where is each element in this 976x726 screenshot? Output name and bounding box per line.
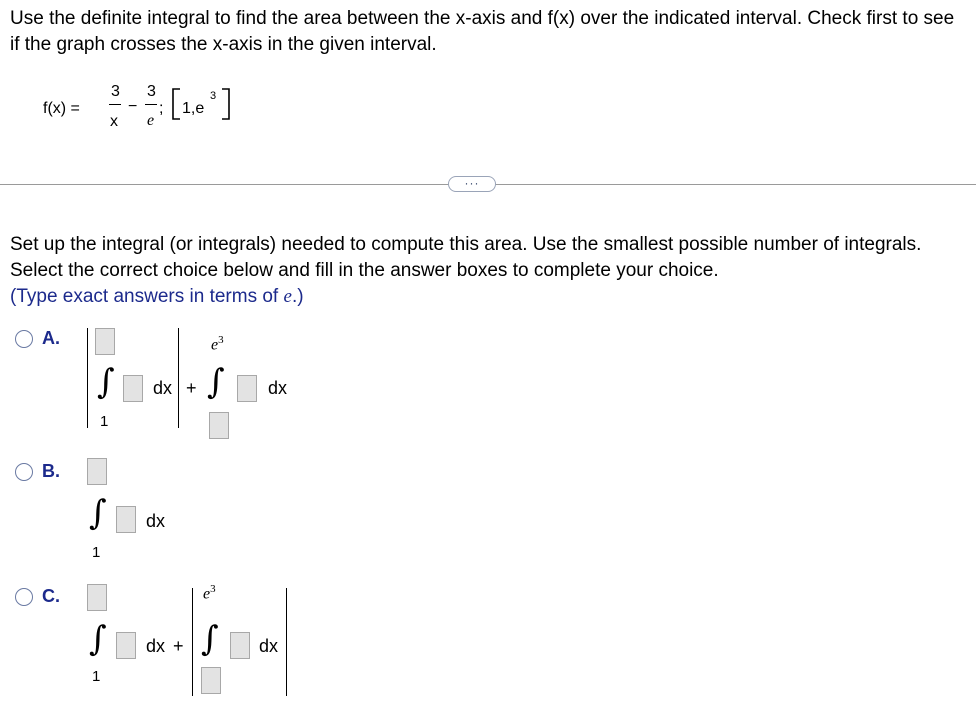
hint-text xyxy=(10,286,304,307)
choice-a-lower-limit2-input[interactable] xyxy=(209,412,229,439)
integral-sign-icon: ∫ xyxy=(97,362,115,402)
instructions xyxy=(10,232,965,310)
choice-c-dx1: dx xyxy=(146,636,166,656)
choice-c-integrand1-input[interactable] xyxy=(116,632,136,659)
function-lhs: f(x) = xyxy=(43,100,80,117)
hint-var: e xyxy=(283,286,292,307)
abs-bar-right xyxy=(178,328,179,428)
fraction-bar xyxy=(109,104,121,105)
minus-sign: − xyxy=(128,98,138,115)
semicolon: ; xyxy=(159,100,164,117)
choice-c-radio[interactable] xyxy=(15,588,33,606)
choice-c-lower-limit2-input[interactable] xyxy=(201,667,221,694)
ellipsis-icon: ··· xyxy=(464,176,480,190)
choice-b-upper-limit-input[interactable] xyxy=(87,458,107,485)
choice-a-dx2: dx xyxy=(268,378,288,398)
choice-c-plus: + xyxy=(173,636,184,656)
choice-b-integrand-input[interactable] xyxy=(116,506,136,533)
term2-denominator: e xyxy=(147,112,155,129)
hint-close: .) xyxy=(291,286,304,307)
more-button[interactable] xyxy=(448,176,496,192)
integral-sign-icon: ∫ xyxy=(201,619,219,659)
choice-a-integrand1-input[interactable] xyxy=(123,375,143,402)
choice-c-lower-limit: 1 xyxy=(92,668,101,685)
upper2-base: e xyxy=(203,585,211,603)
choice-a-upper2 xyxy=(211,334,224,354)
choice-c-dx2: dx xyxy=(259,636,279,656)
integral-sign-icon: ∫ xyxy=(207,362,225,402)
choice-b-radio[interactable] xyxy=(15,463,33,481)
instructions-text: Set up the integral (or integrals) needed to compute this area. Use the smallest possible number of integrals. Select the correct choice below and fill in the answer boxes to complete your choice. xyxy=(10,234,922,281)
choice-a-upper-limit-input[interactable] xyxy=(95,328,115,355)
choice-b-label: B. xyxy=(42,461,60,481)
upper2-exp: 3 xyxy=(218,334,224,346)
choice-a-radio[interactable] xyxy=(15,330,33,348)
right-bracket-icon xyxy=(220,87,232,121)
term2-numerator: 3 xyxy=(147,83,156,100)
choice-c-label: C. xyxy=(42,586,60,606)
choice-a-plus: + xyxy=(186,378,197,398)
abs-bar-right xyxy=(286,588,287,696)
choice-c-upper2 xyxy=(203,583,216,603)
choice-a-dx1: dx xyxy=(153,378,173,398)
term1-denominator: x xyxy=(110,113,118,130)
interval-values: 1,e xyxy=(182,100,205,117)
abs-bar-left xyxy=(192,588,193,696)
upper2-exp: 3 xyxy=(210,583,216,595)
integral-sign-icon: ∫ xyxy=(89,619,107,659)
fraction-bar xyxy=(145,104,157,105)
function-expression xyxy=(0,0,300,150)
abs-bar-left xyxy=(87,328,88,428)
left-bracket-icon xyxy=(170,87,182,121)
integral-sign-icon: ∫ xyxy=(89,493,107,533)
choice-b-lower-limit: 1 xyxy=(92,544,101,561)
interval-exponent: 3 xyxy=(210,90,217,102)
upper2-base: e xyxy=(211,336,219,354)
term1-numerator: 3 xyxy=(111,83,120,100)
choice-b-dx: dx xyxy=(146,511,166,531)
choice-a-integrand2-input[interactable] xyxy=(237,375,257,402)
choice-c-integrand2-input[interactable] xyxy=(230,632,250,659)
choice-c-upper-limit-input[interactable] xyxy=(87,584,107,611)
question-prompt: Use the definite integral to find the area between the x-axis and f(x) over the indicated interval. Check first to see if the graph crosses the x-axis in the given interval. xyxy=(10,8,955,55)
choice-a-label: A. xyxy=(42,328,60,348)
choice-a-lower-limit: 1 xyxy=(100,413,109,430)
hint-open: (Type exact answers in terms of xyxy=(10,286,284,307)
